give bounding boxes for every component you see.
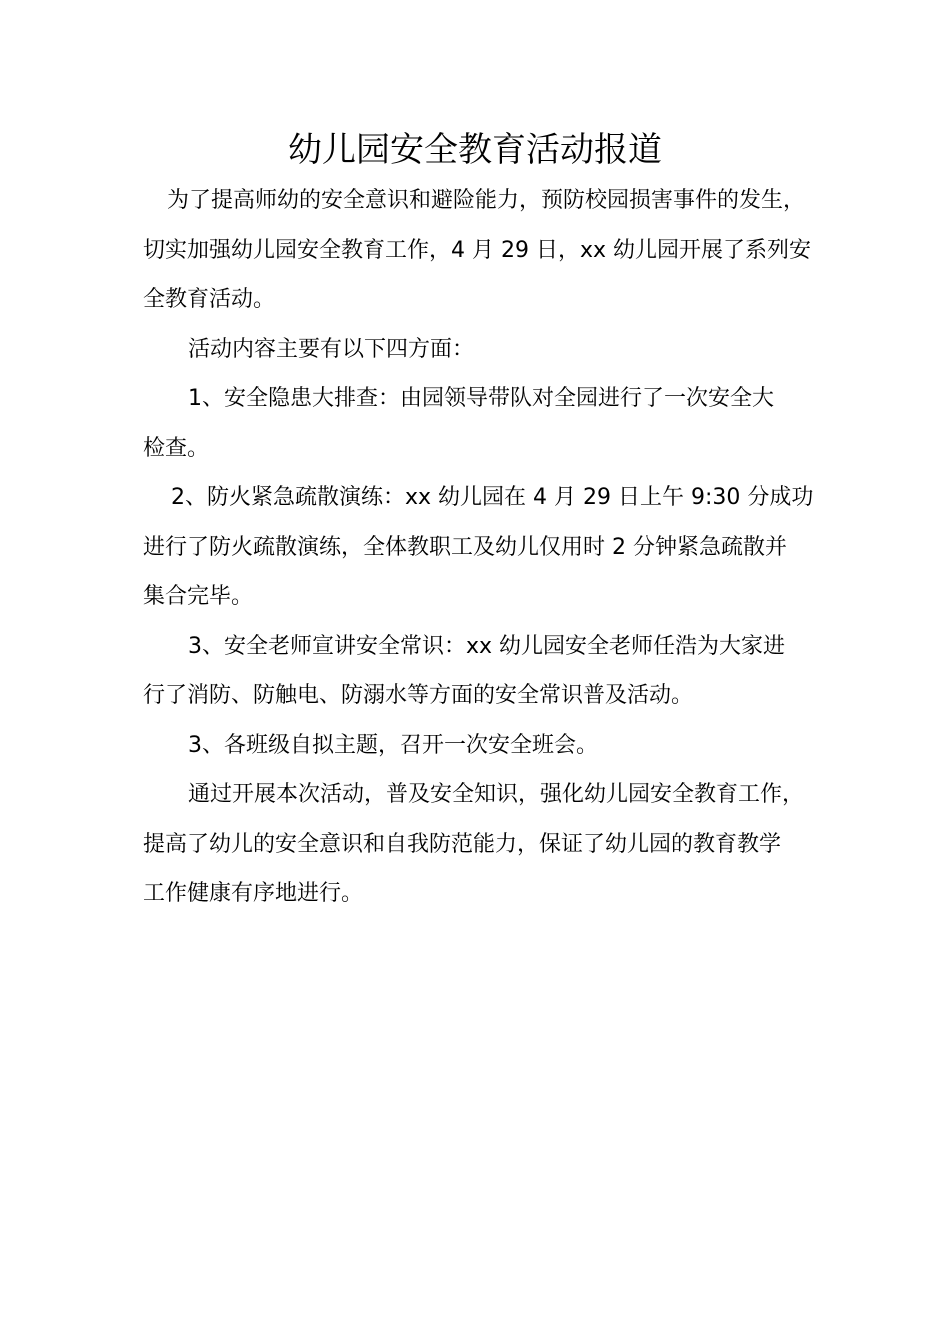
paragraph-line: 进行了防火疏散演练，全体教职工及幼儿仅用时 2 分钟紧急疏散并: [143, 534, 787, 560]
document-title: 幼儿园安全教育活动报道: [288, 130, 662, 170]
paragraph-overview: [143, 325, 813, 375]
paragraph-item-4: [143, 721, 813, 771]
paragraph-line: 1、安全隐患大排查：由园领导带队对全园进行了一次安全大: [188, 386, 774, 411]
paragraph-intro: [143, 176, 813, 325]
paragraph-line: 通过开展本次活动，普及安全知识，强化幼儿园安全教育工作，: [188, 782, 805, 807]
document-body: [143, 176, 813, 919]
paragraph-line: 全教育活动。: [143, 287, 276, 312]
paragraph-item-1: [143, 374, 813, 473]
paragraph-line: 切实加强幼儿园安全教育工作，4 月 29 日，xx 幼儿园开展了系列安: [143, 237, 812, 263]
paragraph-line: 为了提高师幼的安全意识和避险能力，预防校园损害事件的发生，: [167, 188, 806, 213]
paragraph-line: 工作健康有序地进行。: [143, 881, 364, 906]
paragraph-line: 行了消防、防触电、防溺水等方面的安全常识普及活动。: [143, 683, 694, 708]
paragraph-line: 检查。: [143, 435, 210, 461]
paragraph-line: 活动内容主要有以下四方面：: [188, 336, 475, 362]
paragraph-line: 提高了幼儿的安全意识和自我防范能力，保证了幼儿园的教育教学: [143, 831, 782, 857]
paragraph-line: 3、安全老师宣讲安全常识：xx 幼儿园安全老师任浩为大家进: [188, 633, 786, 659]
paragraph-conclusion: [143, 770, 813, 919]
paragraph-line: 2、防火紧急疏散演练：xx 幼儿园在 4 月 29 日上午 9:30 分成功: [171, 485, 814, 510]
paragraph-item-3: [143, 622, 813, 721]
paragraph-line: 集合完毕。: [143, 584, 254, 609]
paragraph-item-2: [143, 473, 813, 622]
paragraph-line: 3、各班级自拟主题，召开一次安全班会。: [188, 732, 598, 758]
